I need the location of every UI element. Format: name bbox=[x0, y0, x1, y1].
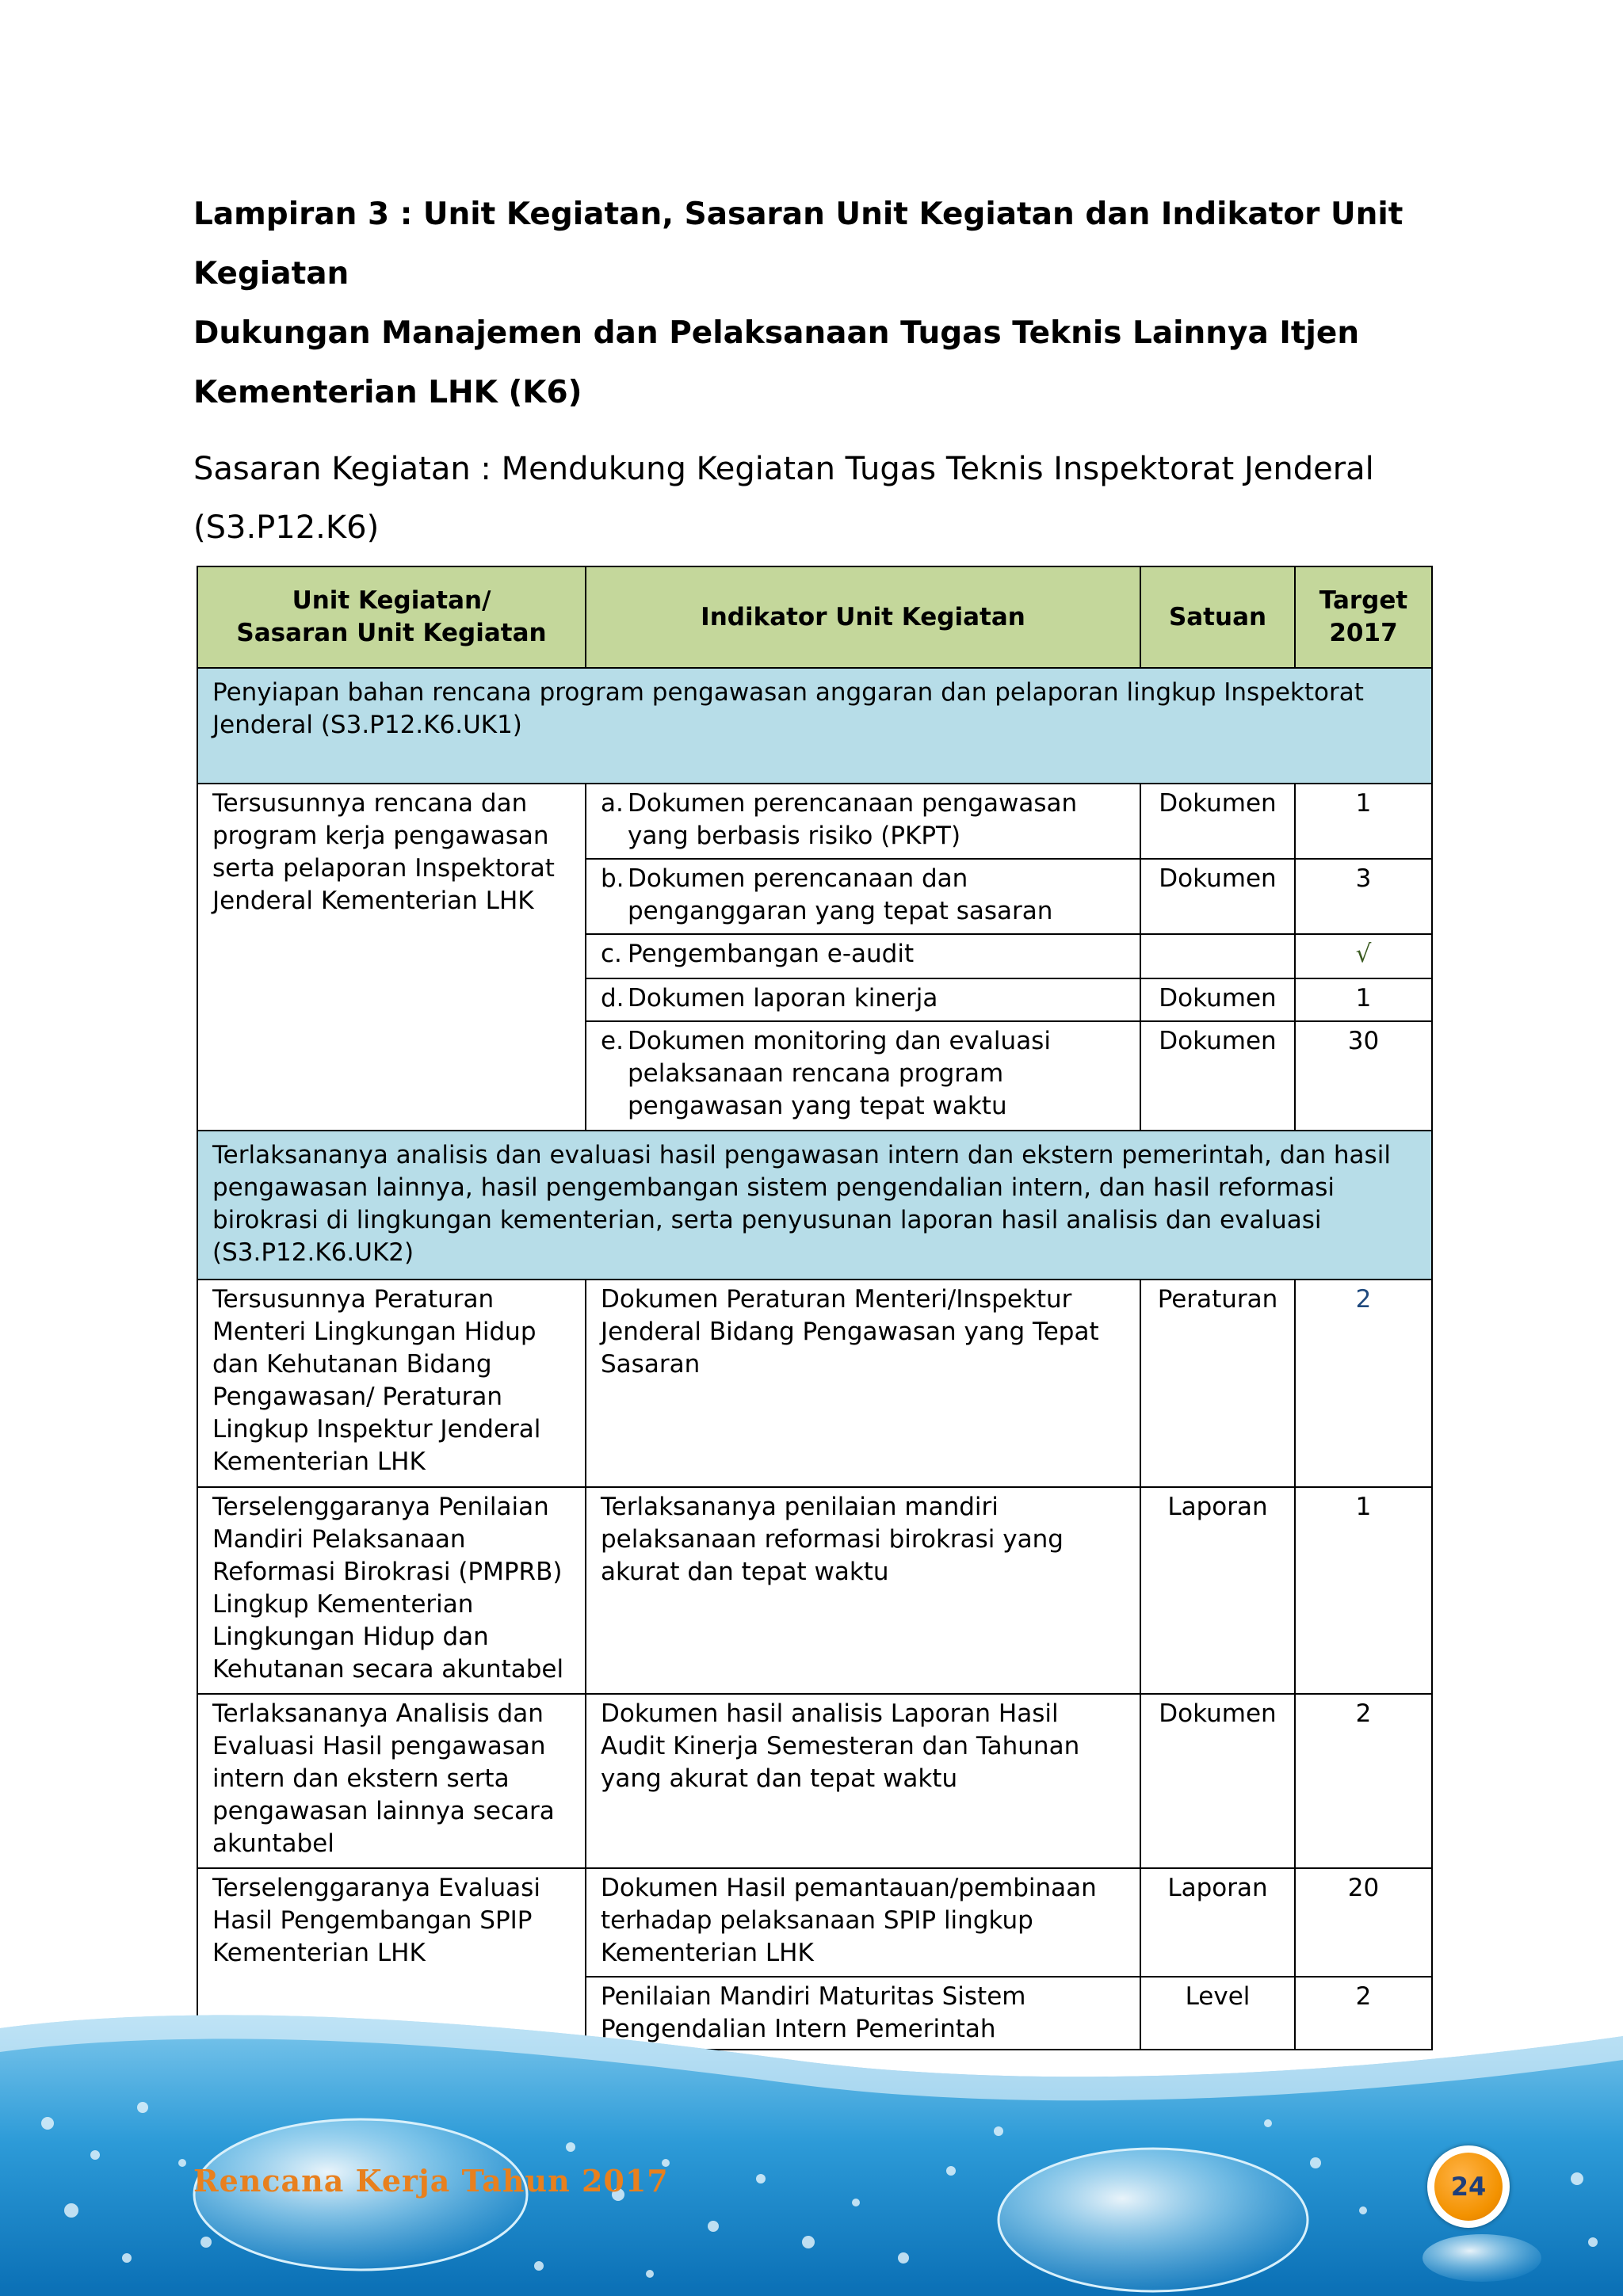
section-uk2: Terlaksananya analisis dan evaluasi hasil pengawasan intern dan ekstern pemerintah, dan hasil pengawasan lainnya, hasil pengembangan sistem pengendalian intern, dan hasil reformasi birokrasi di lingkungan kementerian, serta penyusunan laporan hasil analisis dan evaluasi (S3.P12.K6.UK2) bbox=[197, 1131, 1432, 1280]
table-header-row bbox=[197, 566, 1432, 668]
target-cell: 2 bbox=[1295, 1694, 1432, 1868]
target-cell: 2 bbox=[1295, 1977, 1432, 2050]
heading-dukungan bbox=[193, 303, 1430, 422]
heading-lampiran bbox=[193, 185, 1430, 303]
page-number-badge bbox=[1427, 2145, 1510, 2228]
section-uk1: Penyiapan bahan rencana program pengawasan anggaran dan pelaporan lingkup Inspektorat Jenderal (S3.P12.K6.UK1) bbox=[197, 668, 1432, 784]
target-check-icon: √ bbox=[1295, 934, 1432, 978]
target-cell: 1 bbox=[1295, 1487, 1432, 1694]
indikator-cell: d. Dokumen laporan kinerja bbox=[586, 978, 1140, 1021]
sasaran-line: (S3.P12.K6) bbox=[193, 509, 380, 546]
target-cell: 20 bbox=[1295, 1868, 1432, 1977]
indikator-cell: b. Dokumen perencanaan dan penganggaran yang tepat sasaran bbox=[586, 859, 1140, 934]
header-indikator: Indikator Unit Kegiatan bbox=[586, 566, 1140, 668]
indikator-cell: Dokumen Peraturan Menteri/Inspektur Jenderal Bidang Pengawasan yang Tepat Sasaran bbox=[586, 1280, 1140, 1487]
target-cell: 2 bbox=[1295, 1280, 1432, 1487]
sasaran-cell: Terselenggaranya Penilaian Mandiri Pelaksanaan Reformasi Birokrasi (PMPRB) Lingkup Kementerian Lingkungan Hidup dan Kehutanan secara akuntabel bbox=[197, 1487, 586, 1694]
water-drops-footer-background bbox=[0, 2004, 1623, 2296]
header-unit: Unit Kegiatan/ Sasaran Unit Kegiatan bbox=[197, 566, 586, 668]
table-row bbox=[197, 1868, 1432, 1977]
sasaran-cell: Tersusunnya rencana dan program kerja pengawasan serta pelaporan Inspektorat Jenderal Kementerian LHK bbox=[197, 784, 586, 1131]
satuan-cell: Level bbox=[1140, 1977, 1295, 2050]
satuan-cell bbox=[1140, 934, 1295, 978]
indikator-cell: Dokumen hasil analisis Laporan Hasil Audit Kinerja Semesteran dan Tahunan yang akurat dan tepat waktu bbox=[586, 1694, 1140, 1868]
target-cell: 3 bbox=[1295, 859, 1432, 934]
sasaran-kegiatan bbox=[193, 440, 1430, 557]
indikator-cell: a. Dokumen perencanaan pengawasan yang berbasis risiko (PKPT) bbox=[586, 784, 1140, 859]
indikator-cell: Penilaian Mandiri Maturitas Sistem Pengendalian Intern Pemerintah bbox=[586, 1977, 1140, 2050]
satuan-cell: Dokumen bbox=[1140, 1694, 1295, 1868]
section-row bbox=[197, 668, 1432, 784]
heading-line: Kementerian LHK (K6) bbox=[193, 375, 582, 410]
indicator-table bbox=[197, 566, 1433, 2050]
satuan-cell: Dokumen bbox=[1140, 1021, 1295, 1131]
heading-line: Kegiatan bbox=[193, 256, 349, 292]
indikator-cell: c. Pengembangan e-audit bbox=[586, 934, 1140, 978]
sasaran-line: Sasaran Kegiatan : Mendukung Kegiatan Tugas Teknis Inspektorat Jenderal bbox=[193, 451, 1374, 487]
heading-line: Lampiran 3 : Unit Kegiatan, Sasaran Unit Kegiatan dan Indikator Unit bbox=[193, 196, 1403, 232]
header-satuan: Satuan bbox=[1140, 566, 1295, 668]
heading-line: Dukungan Manajemen dan Pelaksanaan Tugas Teknis Lainnya Itjen bbox=[193, 315, 1360, 351]
table-row bbox=[197, 784, 1432, 859]
table-row bbox=[197, 1487, 1432, 1694]
satuan-cell: Dokumen bbox=[1140, 859, 1295, 934]
footer-title: Rencana Kerja Tahun 2017 bbox=[193, 2163, 669, 2199]
header-target: Target 2017 bbox=[1295, 566, 1432, 668]
page-number: 24 bbox=[1434, 2153, 1503, 2221]
sasaran-cell: Tersusunnya Peraturan Menteri Lingkungan Hidup dan Kehutanan Bidang Pengawasan/ Peraturan Lingkup Inspektur Jenderal Kementerian LHK bbox=[197, 1280, 586, 1487]
target-cell: 30 bbox=[1295, 1021, 1432, 1131]
indikator-cell: e. Dokumen monitoring dan evaluasi pelaksanaan rencana program pengawasan yang tepat waktu bbox=[586, 1021, 1140, 1131]
indikator-cell: Terlaksananya penilaian mandiri pelaksanaan reformasi birokrasi yang akurat dan tepat waktu bbox=[586, 1487, 1140, 1694]
sasaran-cell: Terselenggaranya Evaluasi Hasil Pengembangan SPIP Kementerian LHK bbox=[197, 1868, 586, 2050]
satuan-cell: Laporan bbox=[1140, 1487, 1295, 1694]
satuan-cell: Laporan bbox=[1140, 1868, 1295, 1977]
sasaran-cell: Terlaksananya Analisis dan Evaluasi Hasil pengawasan intern dan ekstern serta pengawasan lainnya secara akuntabel bbox=[197, 1694, 586, 1868]
satuan-cell: Dokumen bbox=[1140, 978, 1295, 1021]
satuan-cell: Dokumen bbox=[1140, 784, 1295, 859]
indikator-cell: Dokumen Hasil pemantauan/pembinaan terhadap pelaksanaan SPIP lingkup Kementerian LHK bbox=[586, 1868, 1140, 1977]
satuan-cell: Peraturan bbox=[1140, 1280, 1295, 1487]
target-cell: 1 bbox=[1295, 978, 1432, 1021]
section-row bbox=[197, 1131, 1432, 1280]
table-row bbox=[197, 1694, 1432, 1868]
target-cell: 1 bbox=[1295, 784, 1432, 859]
table-row bbox=[197, 1280, 1432, 1487]
